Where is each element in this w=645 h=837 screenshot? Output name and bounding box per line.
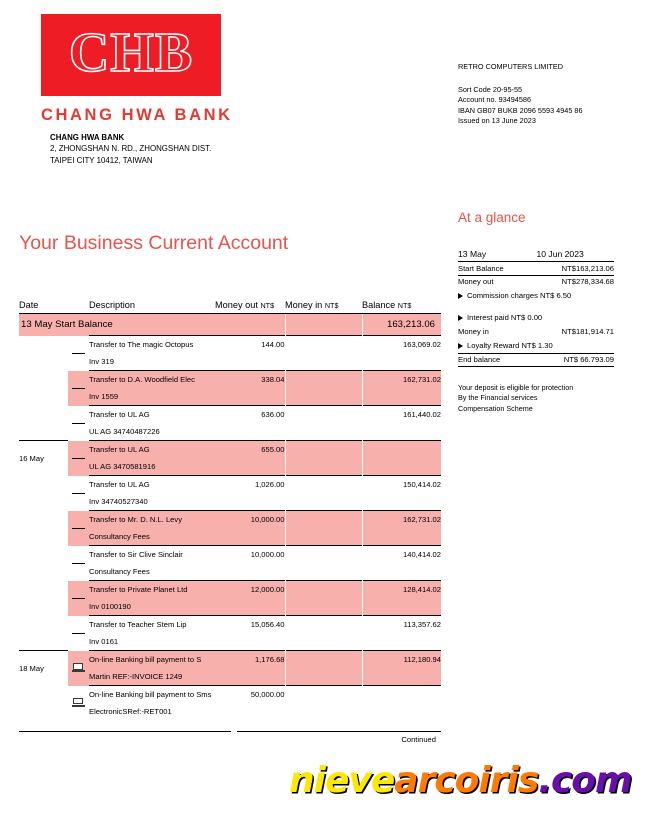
glance-end-balance-value: NT$ 66.793.09 — [528, 353, 614, 367]
row-balance: 128,414.02 — [362, 581, 441, 599]
row-money-in — [285, 441, 362, 459]
row-description-line-2: Inv 319 — [89, 357, 114, 366]
glance-money-in-value: NT$181,914.71 — [561, 326, 614, 336]
row-date — [19, 546, 68, 581]
money-out-label: Money out — [215, 300, 258, 310]
laptop-icon — [68, 686, 89, 721]
balance-currency: NT$ — [397, 301, 412, 310]
row-description-line-2: Inv 34740527340 — [89, 497, 148, 506]
chb-logo-mark — [41, 14, 221, 96]
row-description-line-1: Transfer to The magic Octopus — [89, 336, 215, 354]
row-money-in — [285, 476, 362, 494]
row-balance-blank — [362, 598, 441, 616]
row-money-in — [285, 371, 362, 389]
row-description-line-2: Inv 0161 — [89, 637, 119, 646]
table-row — [19, 336, 441, 354]
protection-note-line-2: By the Financial services — [458, 393, 538, 403]
laptop-icon — [72, 663, 85, 673]
row-description-line-1: Transfer to UL AG — [89, 441, 215, 459]
dash-icon — [68, 581, 89, 616]
bank-address-line-2: 2, ZHONGSHAN N. RD., ZHONGSHAN DIST. — [50, 144, 212, 154]
row-money-out-blank — [215, 668, 285, 686]
customer-name: RETRO COMPUTERS LIMITED — [458, 62, 563, 71]
glance-end-balance-row — [458, 353, 614, 367]
statement-table — [19, 300, 441, 720]
table-row — [19, 546, 441, 564]
glance-start-balance-label: Start Balance — [458, 262, 528, 276]
row-money-out: 12,000.00 — [215, 581, 285, 599]
row-money-out: 1,176.68 — [215, 651, 285, 669]
row-description-line-1: Transfer to Mr. D. N.L. Levy — [89, 511, 215, 529]
chb-logo-text: CHB — [68, 22, 194, 84]
table-row — [19, 476, 441, 494]
row-date — [19, 476, 68, 511]
balance-label: Balance — [362, 300, 396, 310]
sort-code: Sort Code 20-95-55 — [458, 84, 523, 94]
row-balance-blank — [362, 493, 441, 511]
row-money-in-blank — [285, 598, 362, 616]
row-date — [19, 511, 68, 546]
row-money-in-blank — [285, 703, 362, 720]
row-balance: 112,180.94 — [362, 651, 441, 669]
table-row — [19, 441, 441, 459]
row-money-out-blank — [215, 458, 285, 476]
dash-icon — [68, 476, 89, 511]
row-money-out: 50,000.00 — [215, 686, 285, 704]
row-description-line-2: UL AG 34740487226 — [89, 427, 160, 436]
glance-commission-row — [458, 288, 614, 303]
dash-icon — [72, 563, 85, 564]
column-header-money-in — [285, 300, 362, 314]
dash-icon — [68, 406, 89, 441]
row-money-out-blank — [215, 353, 285, 371]
row-description-line-1: Transfer to UL AG — [89, 406, 215, 424]
column-header-date: Date — [19, 300, 89, 314]
row-money-out-blank — [215, 563, 285, 581]
row-money-in-blank — [285, 353, 362, 371]
table-row — [19, 371, 441, 389]
row-money-in — [285, 336, 362, 354]
bank-address — [50, 132, 211, 166]
row-money-in — [285, 686, 362, 704]
row-money-out-blank — [215, 493, 285, 511]
dash-icon — [72, 458, 85, 459]
row-money-in-blank — [285, 528, 362, 546]
glance-period-row — [458, 247, 614, 262]
row-description-line-2: Consultancy Fees — [89, 528, 215, 546]
row-balance — [362, 686, 441, 704]
column-header-balance — [362, 300, 441, 314]
row-money-out: 10,000.00 — [215, 511, 285, 529]
row-description-line-2: UL AG 3470581916 — [89, 458, 215, 476]
row-money-in — [285, 546, 362, 564]
row-money-in — [285, 651, 362, 669]
row-description-line-1: On-line Banking bill payment to Sms — [89, 686, 215, 704]
glance-period-from: 13 May — [458, 247, 528, 262]
row-money-in — [285, 511, 362, 529]
triangle-bullet-icon — [458, 343, 463, 349]
dash-icon — [72, 423, 85, 424]
glance-loyalty-row — [458, 338, 614, 354]
row-money-out: 15,056.40 — [215, 616, 285, 634]
row-money-out: 655.00 — [215, 441, 285, 459]
row-money-in-blank — [285, 633, 362, 651]
laptop-icon — [72, 698, 85, 708]
row-date — [19, 616, 68, 651]
money-in-currency: NT$ — [324, 301, 339, 310]
row-description-line-2: ElectronicSRef:-RET001 — [89, 707, 172, 716]
dash-icon — [68, 511, 89, 546]
customer-details — [458, 62, 583, 127]
row-money-out: 636.00 — [215, 406, 285, 424]
row-description-line-1: Transfer to Private Planet Ltd — [89, 581, 215, 599]
row-balance: 113,357.62 — [362, 616, 441, 634]
row-description-line-2: Inv 0100190 — [89, 598, 215, 616]
issue-date: Issued on 13 June 2023 — [458, 116, 536, 126]
row-money-in — [285, 406, 362, 424]
row-date — [19, 406, 68, 441]
glance-money-in-row — [458, 325, 614, 338]
glance-start-balance-value: NT$163,213.06 — [528, 262, 614, 276]
row-money-in-blank — [285, 668, 362, 686]
row-money-in-blank — [285, 458, 362, 476]
row-balance-blank — [362, 458, 441, 476]
continued-rule-right — [237, 731, 441, 732]
row-money-in-blank — [285, 423, 362, 441]
at-a-glance-table — [458, 247, 614, 367]
glance-money-out-label: Money out — [458, 277, 494, 287]
watermark-part-1: nieve — [289, 760, 395, 801]
dash-icon — [72, 528, 85, 529]
table-row — [19, 406, 441, 424]
row-money-out: 144.00 — [215, 336, 285, 354]
row-money-out-blank — [215, 633, 285, 651]
page-title: Your Business Current Account — [19, 232, 289, 254]
at-a-glance-panel — [458, 210, 614, 414]
dash-icon — [68, 441, 89, 476]
account-number: Account no. 93494586 — [458, 95, 532, 105]
table-row — [19, 511, 441, 529]
start-balance-row — [19, 314, 441, 336]
money-in-label: Money in — [285, 300, 323, 310]
dash-icon — [68, 546, 89, 581]
row-money-out-blank — [215, 703, 285, 720]
row-balance-blank — [362, 388, 441, 406]
continued-rules — [19, 731, 441, 732]
table-row — [19, 581, 441, 599]
bank-logo-block — [41, 14, 256, 125]
row-money-out: 338.04 — [215, 371, 285, 389]
row-date: 16 May — [19, 441, 68, 476]
row-balance — [362, 441, 441, 459]
row-balance: 162,731.02 — [362, 371, 441, 389]
glance-interest-row — [458, 310, 614, 325]
table-header-row — [19, 300, 441, 314]
dash-icon — [68, 616, 89, 651]
watermark-part-3: .com — [538, 760, 632, 801]
continued-footer — [19, 731, 441, 744]
row-money-out: 10,000.00 — [215, 546, 285, 564]
statement-table-body — [19, 314, 441, 721]
table-row — [19, 686, 441, 704]
row-date — [19, 581, 68, 616]
dash-icon — [72, 633, 85, 634]
continued-rule-left — [19, 731, 231, 732]
glance-spacer-1 — [458, 303, 614, 310]
row-balance: 163,069.02 — [362, 336, 441, 354]
glance-loyalty-label: Loyalty Reward NT$ 1.30 — [467, 340, 553, 350]
row-description-line-2: Martin REF:-INVOICE 1249 — [89, 668, 215, 686]
dash-icon — [72, 388, 85, 389]
row-description-line-1: Transfer to Teacher Stem Lip — [89, 616, 215, 634]
row-balance: 161,440.02 — [362, 406, 441, 424]
triangle-bullet-icon — [458, 315, 463, 321]
row-balance-blank — [362, 563, 441, 581]
start-balance-value: 163,213.06 — [362, 314, 441, 336]
glance-period-to: 10 Jun 2023 — [528, 247, 614, 262]
row-date — [19, 336, 68, 371]
row-money-out: 1,026.00 — [215, 476, 285, 494]
row-balance: 150,414.02 — [362, 476, 441, 494]
row-money-in — [285, 616, 362, 634]
row-money-out-blank — [215, 598, 285, 616]
row-description-line-2: Consultancy Fees — [89, 567, 150, 576]
row-description-line-1: Transfer to UL AG — [89, 476, 215, 494]
column-header-description: Description — [89, 300, 215, 314]
start-balance-money-in — [285, 314, 362, 336]
table-row — [19, 616, 441, 634]
protection-note — [458, 383, 614, 414]
row-balance-blank — [362, 353, 441, 371]
bank-address-line-3: TAIPEI CITY 10412, TAIWAN — [50, 155, 153, 165]
glance-money-out-row — [458, 275, 614, 288]
continued-text: Continued — [401, 735, 436, 744]
dash-icon — [72, 353, 85, 354]
protection-note-line-1: Your deposit is eligible for protection — [458, 383, 574, 392]
row-money-out-blank — [215, 528, 285, 546]
glance-money-out-value: NT$278,334.68 — [561, 277, 614, 287]
row-money-in-blank — [285, 493, 362, 511]
row-balance: 140,414.02 — [362, 546, 441, 564]
row-date: 18 May — [19, 651, 68, 686]
row-money-in — [285, 581, 362, 599]
bank-wordmark: CHANG HWA BANK — [41, 106, 233, 124]
iban: IBAN GB07 BUKB 2096 5593 4945 86 — [458, 105, 583, 115]
dash-icon — [72, 493, 85, 494]
dash-icon — [72, 598, 85, 599]
row-description-line-1: Transfer to D.A. Woodfield Elec — [89, 371, 215, 389]
dash-icon — [68, 371, 89, 406]
row-date — [19, 686, 68, 721]
row-description-line-1: On-line Banking bill payment to S — [89, 651, 215, 669]
watermark-part-2: arcoiris — [394, 760, 539, 801]
glance-interest-label: Interest paid NT$ 0.00 — [467, 313, 543, 322]
site-watermark — [289, 760, 632, 801]
row-description-line-2: Inv 1559 — [89, 388, 215, 406]
row-money-out-blank — [215, 423, 285, 441]
at-a-glance-title: At a glance — [458, 210, 526, 225]
row-balance: 162,731.02 — [362, 511, 441, 529]
table-row — [19, 651, 441, 669]
bank-address-line-1: CHANG HWA BANK — [50, 133, 125, 142]
statement-table-wrap — [19, 300, 441, 720]
triangle-bullet-icon — [458, 293, 463, 299]
row-money-in-blank — [285, 388, 362, 406]
start-balance-label: 13 May Start Balance — [19, 314, 285, 336]
row-balance-blank — [362, 528, 441, 546]
column-header-money-out — [215, 300, 285, 314]
row-money-out-blank — [215, 388, 285, 406]
row-description-line-1: Transfer to Sir Clive Sinclair — [89, 546, 215, 564]
dash-icon — [68, 336, 89, 371]
glance-start-balance-row — [458, 262, 614, 276]
glance-money-in-label: Money in — [458, 326, 489, 336]
row-balance-blank — [362, 668, 441, 686]
glance-commission-label: Commission charges NT$ 6.50 — [467, 291, 572, 300]
protection-note-line-3: Compensation Scheme — [458, 403, 533, 413]
row-balance-blank — [362, 703, 441, 720]
laptop-icon — [68, 651, 89, 686]
money-out-currency: NT$ — [260, 301, 275, 310]
glance-end-balance-label: End balance — [458, 353, 528, 367]
row-balance-blank — [362, 633, 441, 651]
row-date — [19, 371, 68, 406]
row-balance-blank — [362, 423, 441, 441]
row-money-in-blank — [285, 563, 362, 581]
